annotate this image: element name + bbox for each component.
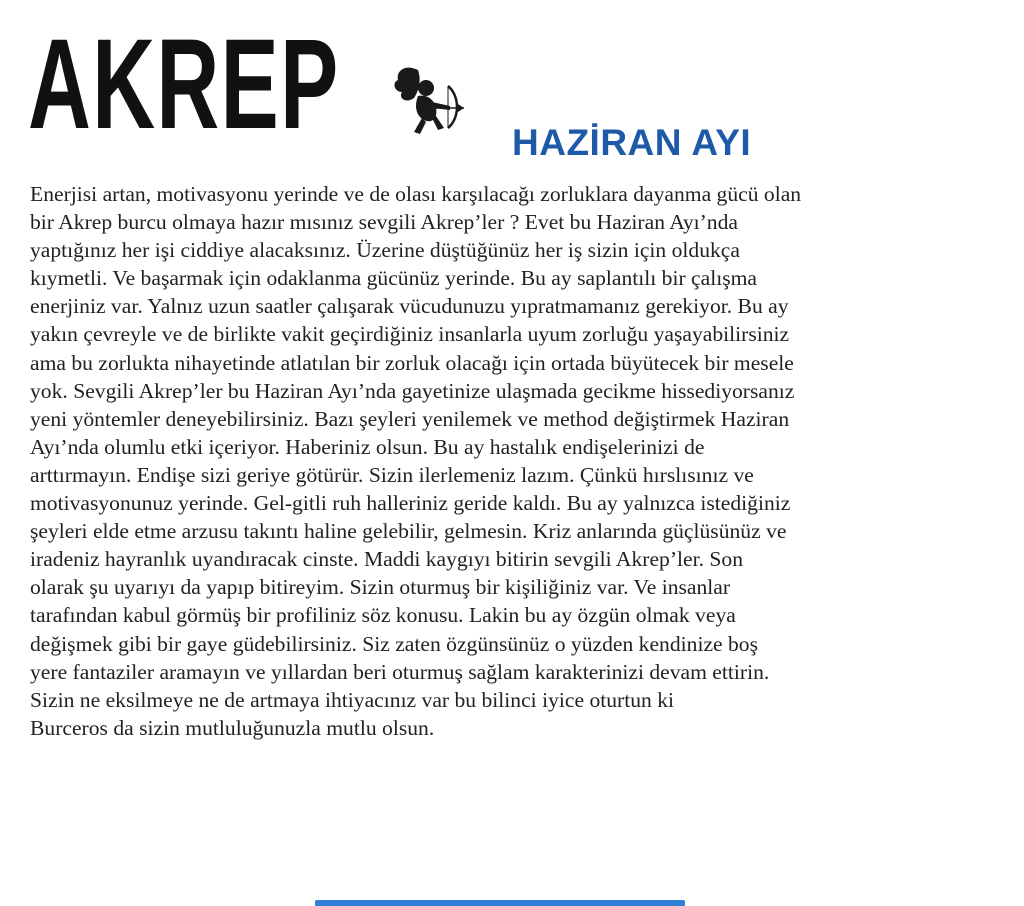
month-subtitle: HAZİRAN AYI — [512, 122, 752, 163]
article-line: kıymetli. Ve başarmak için odaklanma gücünüz yerinde. Bu ay saplantılı bir çalışma — [30, 266, 757, 291]
article-line: motivasyonunuz yerinde. Gel-gitli ruh halleriniz geride kaldı. Bu ay yalnızca istediğiniz — [30, 491, 791, 516]
horoscope-article — [30, 180, 1016, 742]
article-line: Ayı’nda olumlu etki içeriyor. Haberiniz olsun. Bu ay hastalık endişelerinizi de — [30, 434, 705, 459]
article-line: Enerjisi artan, motivasyonu yerinde ve de olası karşılacağı zorluklara dayanma gücü olan — [30, 182, 802, 206]
article-line: değişmek gibi bir gaye güdebilirsiniz. Siz zaten özgünsünüz o yüzden kendinize boş — [30, 631, 759, 656]
article-line: Burceros da sizin mutluluğunuzla mutlu olsun. — [30, 715, 435, 740]
article-line: yakın çevreyle ve de birlikte vakit geçirdiğiniz insanlarla uyum zorluğu yaşayabilirsiniz — [30, 322, 790, 347]
article-line: Sizin ne eksilmeye ne de artmaya ihtiyacınız var bu bilinci iyice oturtun ki — [30, 687, 675, 712]
article-line: yere fantaziler aramayın ve yıllardan beri oturmuş sağlam karakterinizi devam ettirin. — [30, 659, 770, 684]
article-line: yeni yöntemler deneyebilirsiniz. Bazı şeyleri yenilemek ve method değiştirmek Haziran — [30, 406, 790, 431]
article-line: enerjiniz var. Yalnız uzun saatler çalışarak vücudunuzu yıpratmamanız gerekiyor. Bu ay — [30, 294, 789, 319]
article-line: yaptığınız her işi ciddiye alacaksınız. Üzerine düştüğünüz her iş sizin için oldukça — [30, 238, 740, 263]
article-line: iradeniz hayranlık uyandıracak cinste. Maddi kaygıyı bitirin sevgili Akrep’ler. Son — [30, 547, 744, 572]
article-line: arttırmayın. Endişe sizi geriye götürür. Sizin ilerlemeniz lazım. Çünkü hırslısınız ve — [30, 462, 754, 487]
page-title: AKREP — [28, 13, 340, 156]
article-line: şeyleri elde etme arzusu takıntı haline gelebilir, gelmesin. Kriz anlarında güçlüsünüz ve — [30, 519, 787, 544]
article-line: yok. Sevgili Akrep’ler bu Haziran Ayı’nda gayetinize ulaşmada gecikme hissediyorsanız — [30, 378, 795, 403]
article-line: olarak şu uyarıyı da yapıp bitireyim. Sizin oturmuş bir kişiliğiniz var. Ve insanlar — [30, 575, 731, 600]
article-line: bir Akrep burcu olmaya hazır mısınız sevgili Akrep’ler ? Evet bu Haziran Ayı’nda — [30, 210, 738, 235]
bottom-divider-bar — [315, 900, 685, 906]
article-line: tarafından kabul görmüş bir profiliniz söz konusu. Lakin bu ay özgün olmak veya — [30, 603, 736, 628]
cupid-archer-icon — [388, 62, 468, 140]
article-line: ama bu zorlukta nihayetinde atlatılan bir zorluk olacağı için ortada büyütecek bir mesele — [30, 350, 794, 375]
